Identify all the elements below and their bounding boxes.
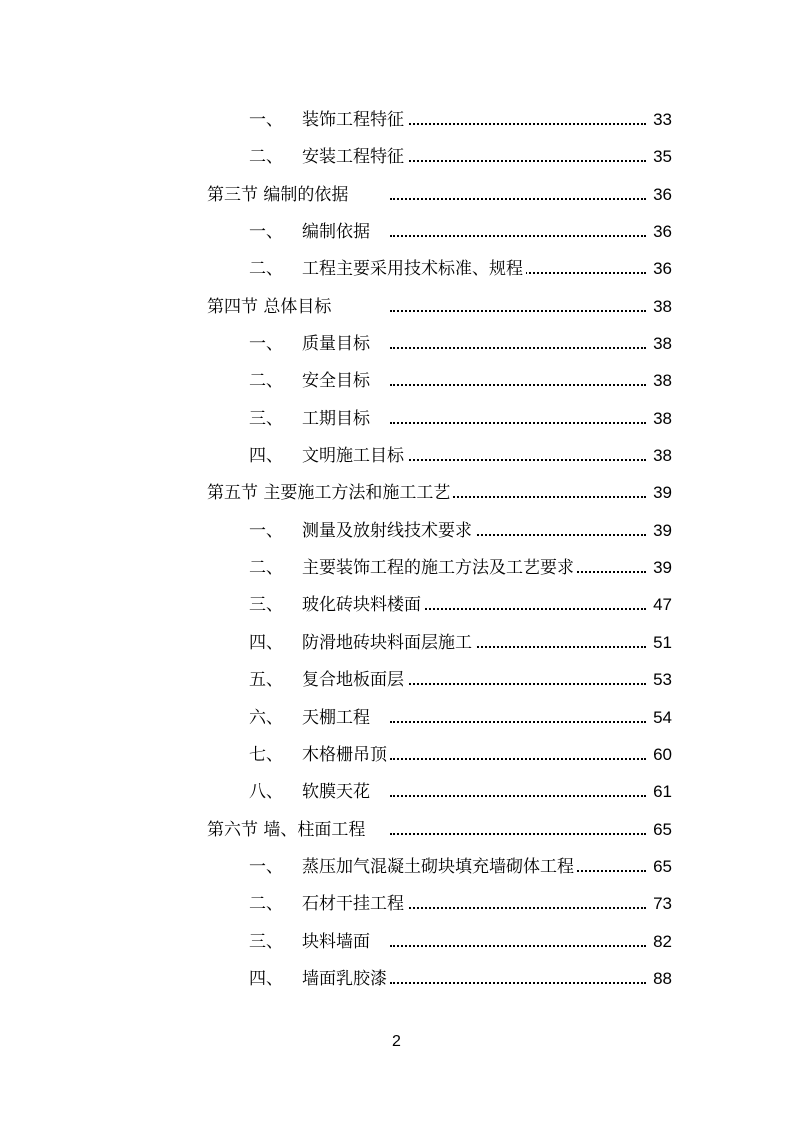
toc-page-number: 38: [651, 332, 672, 356]
toc-page-number: 65: [651, 818, 672, 842]
toc-entry-number: 三、: [249, 595, 283, 616]
dot-leader: [390, 833, 646, 835]
toc-section-title: 第五节 主要施工方法和施工工艺: [207, 481, 453, 505]
toc-entry-title: 文明施工目标: [302, 444, 407, 468]
toc-page-number: 82: [651, 930, 672, 954]
toc-entry-number: 一、: [249, 334, 283, 355]
toc-subsection-entry[interactable]: [0, 624, 793, 661]
toc-entry-title: 编制依据: [302, 220, 373, 244]
toc-entry-title: 主要装饰工程的施工方法及工艺要求: [302, 556, 577, 580]
toc-page-number: 38: [651, 295, 672, 319]
toc-entry-title: 装饰工程特征: [302, 108, 407, 132]
toc-page-number: 39: [651, 556, 672, 580]
dot-leader: [390, 945, 646, 947]
toc-entry-title: 复合地板面层: [302, 668, 407, 692]
toc-entry-title: 测量及放射线技术要求: [302, 519, 475, 543]
toc-entry-title: 安全目标: [302, 369, 373, 393]
toc-entry-title: 玻化砖块料楼面: [302, 593, 424, 617]
toc-entry-title: 质量目标: [302, 332, 373, 356]
dot-leader: [390, 198, 646, 200]
dot-leader: [390, 422, 646, 424]
toc-entry-number: 八、: [249, 782, 283, 803]
toc-entry-number: 七、: [249, 744, 283, 765]
toc-entry-title: 石材干挂工程: [302, 892, 407, 916]
toc-entry-title: 墙面乳胶漆: [302, 967, 390, 991]
toc-subsection-entry[interactable]: [0, 960, 793, 997]
toc-subsection-entry[interactable]: [0, 848, 793, 885]
toc-subsection-entry[interactable]: [0, 885, 793, 922]
toc-subsection-entry[interactable]: [0, 362, 793, 399]
toc-page-number: 36: [651, 183, 672, 207]
toc-entry-number: 三、: [249, 931, 283, 952]
dot-leader: [390, 384, 646, 386]
toc-page-number: 33: [651, 108, 672, 132]
toc-entry-number: 二、: [249, 558, 283, 579]
toc-entry-title: 防滑地砖块料面层施工: [302, 631, 475, 655]
toc-subsection-entry[interactable]: [0, 773, 793, 810]
toc-entry-title: 木格栅吊顶: [302, 743, 390, 767]
toc-subsection-entry[interactable]: [0, 400, 793, 437]
toc-entry-number: 四、: [249, 446, 283, 467]
dot-leader: [390, 683, 646, 685]
dot-leader: [390, 123, 646, 125]
toc-section-title: 第六节 墙、柱面工程: [207, 818, 368, 842]
toc-page-number: 36: [651, 220, 672, 244]
toc-subsection-entry[interactable]: [0, 549, 793, 586]
toc-page-number: 61: [651, 780, 672, 804]
toc-page-number: 36: [651, 257, 672, 281]
toc-page-number: 47: [651, 593, 672, 617]
toc-page-number: 51: [651, 631, 672, 655]
dot-leader: [390, 795, 646, 797]
toc-entry-number: 四、: [249, 632, 283, 653]
toc-entry-title: 蒸压加气混凝土砌块填充墙砌体工程: [302, 855, 577, 879]
toc-subsection-entry[interactable]: [0, 736, 793, 773]
toc-subsection-entry[interactable]: [0, 586, 793, 623]
toc-section-title: 第四节 总体目标: [207, 295, 334, 319]
toc-entry-number: 三、: [249, 408, 283, 429]
toc-page-number: 38: [651, 444, 672, 468]
toc-page-number: 53: [651, 668, 672, 692]
dot-leader: [390, 459, 646, 461]
toc-subsection-entry[interactable]: [0, 213, 793, 250]
toc-section-entry[interactable]: [0, 811, 793, 848]
toc-page-number: 88: [651, 967, 672, 991]
toc-entry-title: 块料墙面: [302, 930, 373, 954]
toc-page-number: 35: [651, 145, 672, 169]
dot-leader: [390, 235, 646, 237]
table-of-contents: [0, 101, 793, 997]
dot-leader: [390, 907, 646, 909]
toc-page-number: 54: [651, 706, 672, 730]
toc-subsection-entry[interactable]: [0, 138, 793, 175]
toc-entry-number: 二、: [249, 371, 283, 392]
toc-entry-title: 天棚工程: [302, 706, 373, 730]
toc-entry-number: 一、: [249, 110, 283, 130]
toc-page-number: 39: [651, 519, 672, 543]
toc-section-entry[interactable]: [0, 176, 793, 213]
toc-subsection-entry[interactable]: [0, 923, 793, 960]
dot-leader: [390, 608, 646, 610]
toc-entry-title: 工程主要采用技术标准、规程: [302, 257, 526, 281]
toc-page-number: 65: [651, 855, 672, 879]
toc-page-number: 39: [651, 481, 672, 505]
toc-subsection-entry[interactable]: [0, 250, 793, 287]
dot-leader: [390, 347, 646, 349]
toc-subsection-entry[interactable]: [0, 661, 793, 698]
toc-page-number: 60: [651, 743, 672, 767]
toc-entry-number: 一、: [249, 520, 283, 541]
toc-entry-title: 安装工程特征: [302, 145, 407, 169]
toc-section-entry[interactable]: [0, 474, 793, 511]
dot-leader: [390, 758, 646, 760]
dot-leader: [390, 721, 646, 723]
toc-entry-number: 二、: [249, 894, 283, 915]
dot-leader: [390, 160, 646, 162]
dot-leader: [390, 982, 646, 984]
toc-subsection-entry[interactable]: [0, 512, 793, 549]
toc-entry-number: 二、: [249, 147, 283, 168]
toc-entry-title: 软膜天花: [302, 780, 373, 804]
toc-page-number: 38: [651, 407, 672, 431]
toc-entry-number: 一、: [249, 856, 283, 877]
toc-subsection-entry[interactable]: [0, 325, 793, 362]
toc-entry-title: 工期目标: [302, 407, 373, 431]
toc-entry-number: 六、: [249, 707, 283, 728]
toc-page-number: 73: [651, 892, 672, 916]
toc-entry-number: 五、: [249, 670, 283, 691]
toc-entry-number: 二、: [249, 259, 283, 280]
toc-section-entry[interactable]: [0, 288, 793, 325]
toc-subsection-entry[interactable]: [0, 699, 793, 736]
toc-subsection-entry[interactable]: [0, 101, 793, 138]
toc-entry-number: 四、: [249, 968, 283, 989]
toc-section-title: 第三节 编制的依据: [207, 183, 351, 207]
dot-leader: [390, 310, 646, 312]
page-number: 2: [392, 1033, 401, 1050]
toc-entry-number: 一、: [249, 222, 283, 243]
toc-page-number: 38: [651, 369, 672, 393]
toc-subsection-entry[interactable]: [0, 437, 793, 474]
